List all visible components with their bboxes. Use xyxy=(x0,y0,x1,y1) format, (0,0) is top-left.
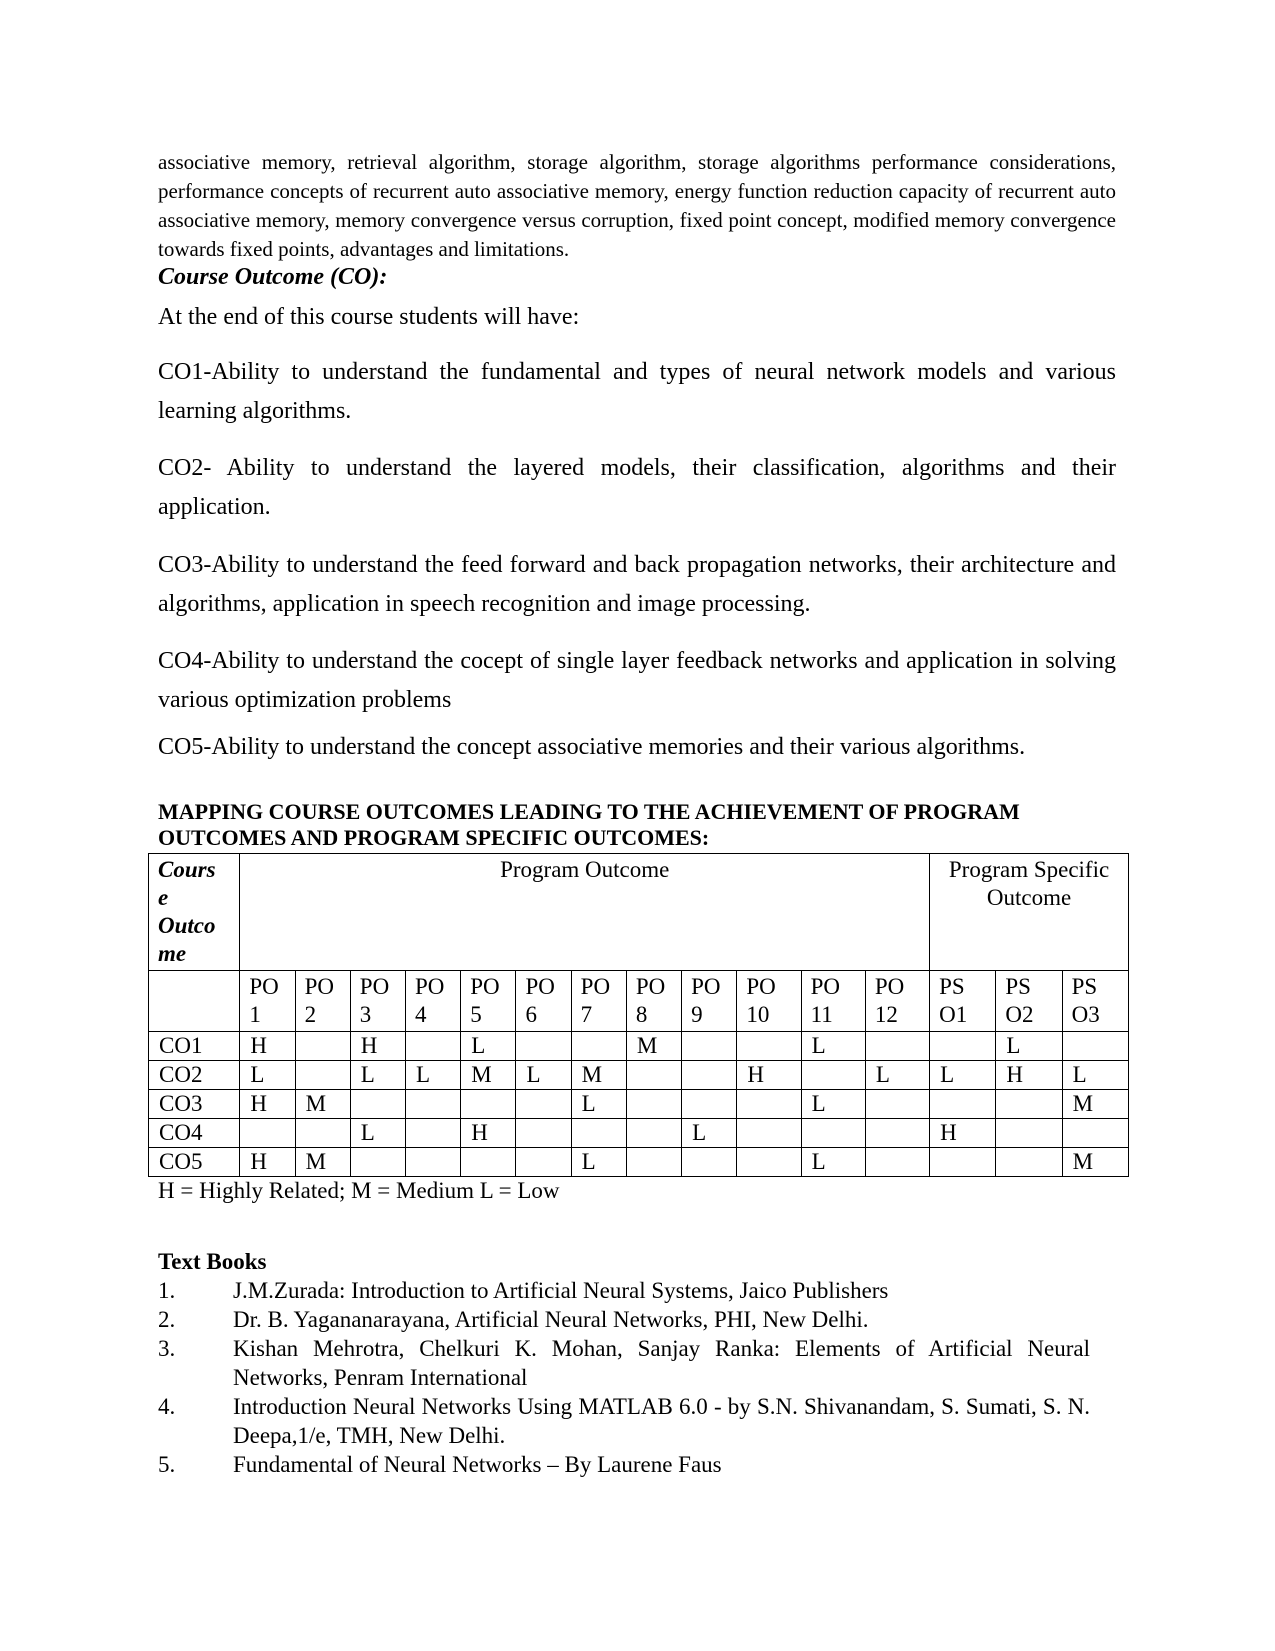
book-title: Introduction Neural Networks Using MATLAB 6.0 - by S.N. Shivanandam, S. Sumati, S. N. Deepa,1/e, TMH, New Delhi. xyxy=(233,1394,1090,1448)
list-number: 4. xyxy=(158,1394,176,1419)
book-title: Fundamental of Neural Networks – By Laurene Faus xyxy=(233,1452,722,1477)
table-cell xyxy=(682,1090,737,1119)
column-header: PO 1 xyxy=(240,971,295,1032)
column-header: PO 10 xyxy=(737,971,801,1032)
column-header: PO 9 xyxy=(682,971,737,1032)
course-outcome-lead: At the end of this course students will have: xyxy=(158,304,580,330)
table-cell xyxy=(350,1148,405,1177)
table-cell xyxy=(930,1148,996,1177)
table-cell xyxy=(865,1148,929,1177)
table-cell: H xyxy=(996,1061,1062,1090)
row-label: CO5 xyxy=(149,1148,240,1177)
table-cell xyxy=(406,1119,461,1148)
table-cell: H xyxy=(461,1119,516,1148)
table-cell xyxy=(737,1090,801,1119)
table-cell xyxy=(865,1032,929,1061)
table-cell xyxy=(516,1032,571,1061)
table-cell: M xyxy=(295,1148,350,1177)
list-item xyxy=(158,1450,1090,1479)
table-cell: H xyxy=(350,1032,405,1061)
table-cell xyxy=(406,1090,461,1119)
column-header: PO 11 xyxy=(801,971,865,1032)
book-title: Kishan Mehrotra, Chelkuri K. Mohan, Sanjay Ranka: Elements of Artificial Neural Networks, Penram International xyxy=(233,1336,1090,1390)
column-header: PO 8 xyxy=(626,971,681,1032)
column-header: PO 12 xyxy=(865,971,929,1032)
book-title: J.M.Zurada: Introduction to Artificial Neural Systems, Jaico Publishers xyxy=(233,1278,889,1303)
table-row xyxy=(149,1032,1129,1061)
table-row xyxy=(149,1090,1129,1119)
row-label: CO1 xyxy=(149,1032,240,1061)
table-cell xyxy=(682,1148,737,1177)
table-cell xyxy=(516,1090,571,1119)
list-number: 3. xyxy=(158,1336,176,1361)
table-cell: L xyxy=(406,1061,461,1090)
table-cell xyxy=(930,1032,996,1061)
table-cell xyxy=(461,1148,516,1177)
table-cell: M xyxy=(571,1061,626,1090)
table-cell: M xyxy=(1062,1148,1128,1177)
table-cell xyxy=(801,1119,865,1148)
book-title: Dr. B. Yagananarayana, Artificial Neural Networks, PHI, New Delhi. xyxy=(233,1307,869,1332)
row-label: CO4 xyxy=(149,1119,240,1148)
table-cell: L xyxy=(801,1090,865,1119)
table-cell xyxy=(626,1119,681,1148)
table-cell: L xyxy=(240,1061,295,1090)
table-cell xyxy=(626,1061,681,1090)
table-cell: M xyxy=(626,1032,681,1061)
table-cell xyxy=(865,1119,929,1148)
column-header: PO 3 xyxy=(350,971,405,1032)
list-item xyxy=(158,1392,1090,1450)
table-cell xyxy=(737,1148,801,1177)
table-cell xyxy=(801,1061,865,1090)
text-books-list xyxy=(158,1276,1090,1479)
corner-header: Cours e Outco me xyxy=(149,854,240,971)
list-number: 1. xyxy=(158,1278,176,1303)
table-cell: L xyxy=(1062,1061,1128,1090)
table-cell: L xyxy=(571,1148,626,1177)
mapping-header-row xyxy=(149,854,1129,971)
column-header: PS O3 xyxy=(1062,971,1128,1032)
table-cell xyxy=(295,1032,350,1061)
column-header: PS O1 xyxy=(930,971,996,1032)
table-cell: H xyxy=(240,1032,295,1061)
table-row xyxy=(149,1148,1129,1177)
list-item xyxy=(158,1334,1090,1392)
table-cell xyxy=(571,1032,626,1061)
co-item-1: CO1-Ability to understand the fundamental and types of neural network models and various learning algorithms. xyxy=(158,359,1116,424)
column-header: PO 2 xyxy=(295,971,350,1032)
program-outcome-header: Program Outcome xyxy=(240,854,930,971)
table-cell: H xyxy=(240,1148,295,1177)
table-cell: H xyxy=(240,1090,295,1119)
table-cell xyxy=(996,1119,1062,1148)
list-number: 2. xyxy=(158,1307,176,1332)
table-cell: L xyxy=(682,1119,737,1148)
table-cell: L xyxy=(996,1032,1062,1061)
course-outcome-heading: Course Outcome (CO): xyxy=(158,264,388,290)
table-cell xyxy=(996,1090,1062,1119)
table-cell xyxy=(295,1119,350,1148)
table-cell xyxy=(682,1061,737,1090)
table-cell: L xyxy=(801,1032,865,1061)
table-cell xyxy=(737,1119,801,1148)
table-cell xyxy=(865,1090,929,1119)
po-label-row xyxy=(149,971,1129,1032)
table-cell xyxy=(626,1148,681,1177)
list-item xyxy=(158,1276,1090,1305)
table-cell: L xyxy=(516,1061,571,1090)
table-cell xyxy=(626,1090,681,1119)
table-cell: H xyxy=(930,1119,996,1148)
text-books-heading: Text Books xyxy=(158,1249,267,1274)
table-cell xyxy=(406,1032,461,1061)
table-cell: H xyxy=(737,1061,801,1090)
table-cell: L xyxy=(930,1061,996,1090)
intro-text: associative memory, retrieval algorithm, storage algorithm, storage algorithms performance considerations, performance concepts of recurrent auto associative memory, energy function reduction capacity of recurrent auto associative memory, memory convergence versus corruption, fixed point concept, modified memory convergence towards fixed points, advantages and limitations. xyxy=(158,150,1116,261)
table-cell: L xyxy=(865,1061,929,1090)
column-header: PO 4 xyxy=(406,971,461,1032)
table-cell xyxy=(996,1148,1062,1177)
column-header: PO 6 xyxy=(516,971,571,1032)
mapping-legend: H = Highly Related; M = Medium L = Low xyxy=(158,1178,560,1203)
table-cell xyxy=(295,1061,350,1090)
table-cell xyxy=(930,1090,996,1119)
table-cell xyxy=(737,1032,801,1061)
table-cell: M xyxy=(1062,1090,1128,1119)
co-item-4: CO4-Ability to understand the cocept of single layer feedback networks and application in solving various optimization problems xyxy=(158,648,1116,713)
column-header: PO 5 xyxy=(461,971,516,1032)
table-cell xyxy=(571,1119,626,1148)
table-cell xyxy=(1062,1032,1128,1061)
row-label: CO3 xyxy=(149,1090,240,1119)
co-item-2: CO2- Ability to understand the layered models, their classification, algorithms and their application. xyxy=(158,455,1116,520)
column-header: PS O2 xyxy=(996,971,1062,1032)
row-label: CO2 xyxy=(149,1061,240,1090)
table-cell: M xyxy=(461,1061,516,1090)
list-number: 5. xyxy=(158,1452,176,1477)
table-cell xyxy=(516,1119,571,1148)
intro-paragraph xyxy=(158,148,1116,264)
co-item-5: CO5-Ability to understand the concept associative memories and their various algorithms. xyxy=(158,734,1026,760)
table-cell: L xyxy=(461,1032,516,1061)
program-specific-header: Program Specific Outcome xyxy=(930,854,1129,971)
column-header: PO 7 xyxy=(571,971,626,1032)
table-cell xyxy=(406,1148,461,1177)
table-cell xyxy=(350,1090,405,1119)
table-row xyxy=(149,1119,1129,1148)
table-cell xyxy=(461,1090,516,1119)
table-cell xyxy=(516,1148,571,1177)
table-cell xyxy=(240,1119,295,1148)
table-cell: L xyxy=(801,1148,865,1177)
empty-corner-cell xyxy=(149,971,240,1032)
table-cell: M xyxy=(295,1090,350,1119)
table-cell: L xyxy=(350,1119,405,1148)
table-cell: L xyxy=(350,1061,405,1090)
co-item-3: CO3-Ability to understand the feed forward and back propagation networks, their architecture and algorithms, application in speech recognition and image processing. xyxy=(158,552,1116,617)
table-cell xyxy=(1062,1119,1128,1148)
table-row xyxy=(149,1061,1129,1090)
table-cell xyxy=(682,1032,737,1061)
table-cell: L xyxy=(571,1090,626,1119)
list-item xyxy=(158,1305,1090,1334)
mapping-heading: MAPPING COURSE OUTCOMES LEADING TO THE ACHIEVEMENT OF PROGRAM OUTCOMES AND PROGRAM SPECIFIC OUTCOMES: xyxy=(158,799,1020,850)
mapping-table xyxy=(148,853,1129,1177)
